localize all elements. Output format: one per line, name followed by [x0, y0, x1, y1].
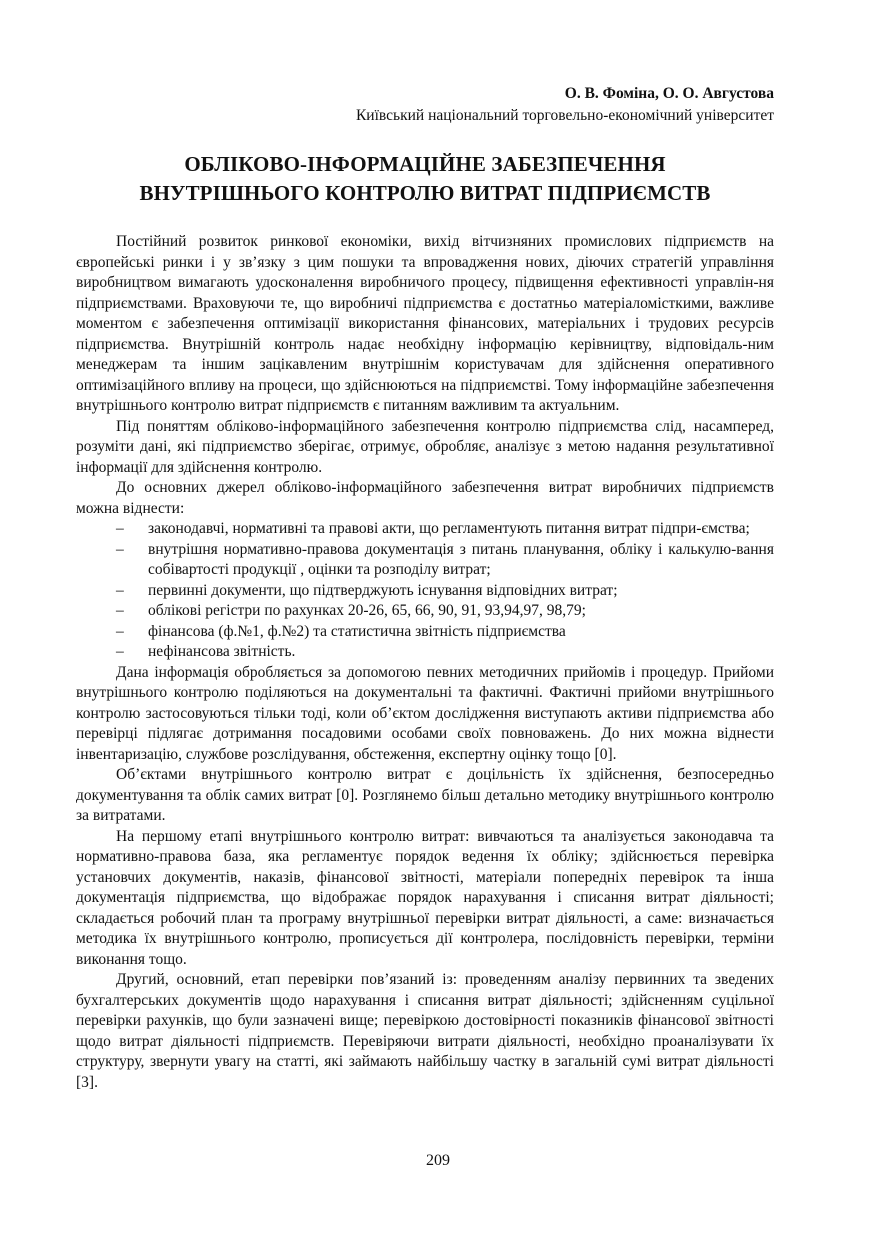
list-item	[76, 601, 774, 622]
list-item-text: облікові регістри по рахунках 20-26, 65, 66, 90, 91, 93,94,97, 98,79;	[148, 602, 586, 619]
list-dash: –	[116, 520, 124, 537]
list-dash: –	[116, 540, 124, 558]
paragraph-methods: Дана інформація обробляється за допомогою певних методичних прийомів і процедур. Прийоми внутрішнього контролю поділяються на документальні та фактичні. Фактичні прийоми внутрішнього контролю застосовуються тільки тоді, коли об’єктом дослідження виступають активи підприємства або перевірці підлягає дотримання посадовими особами своїх повноважень. До них можна віднести інвентаризацію, службове розслідування, обстеження, експертну оцінку тощо [0].	[76, 663, 774, 763]
page-number: 209	[426, 1152, 450, 1169]
paper-page	[76, 84, 774, 1093]
list-dash: –	[116, 622, 124, 640]
paper-title	[76, 150, 774, 208]
paragraph-definition: Під поняттям обліково-інформаційного забезпечення контролю підприємства слід, насамперед, розуміти дані, які підприємство зберігає, отримує, обробляє, аналізує з метою надання результативної інформації для здійснення контролю.	[76, 417, 774, 476]
paragraph-stage-two: Другий, основний, етап перевірки пов’язаний із: проведенням аналізу первинних та зведених бухгалтерських документів щодо нарахування і списання витрат діяльності; здійсненням суцільної перевірки рахунків, що були зазначені вище; перевіркою достовірності показників фінансової звітності щодо витрат діяльності підприємств. Перевіряючи витрати діяльності, необхідно проаналізувати їх структуру, звернути увагу на статті, які займають найбільшу частку в загальній сумі витрат діяльності [3].	[76, 971, 774, 1091]
sources-list	[76, 519, 774, 663]
list-item	[76, 519, 774, 540]
authors: О. В. Фоміна, О. О. Августова	[564, 85, 774, 102]
title-line-2: ВНУТРІШНЬОГО КОНТРОЛЮ ВИТРАТ ПІДПРИЄМСТВ	[139, 181, 711, 205]
paragraph-sources-intro: До основних джерел обліково-інформаційного забезпечення витрат виробничих підприємств можна віднести:	[76, 479, 774, 517]
list-item	[76, 581, 774, 602]
list-dash: –	[116, 581, 124, 599]
title-line-1: ОБЛІКОВО-ІНФОРМАЦІЙНЕ ЗАБЕЗПЕЧЕННЯ	[184, 152, 666, 176]
list-item	[76, 642, 774, 663]
list-item	[76, 622, 774, 643]
list-dash: –	[116, 643, 124, 660]
list-item-text: фінансова (ф.№1, ф.№2) та статистична звітність підприємства	[148, 622, 566, 640]
affiliation: Київський національний торговельно-економічний університет	[355, 107, 774, 124]
paragraph-intro: Постійний розвиток ринкової економіки, вихід вітчизняних промислових підприємств на європейські ринки і у зв’язку з цим пошуки та впровадження нових, діючих стратегій управління виробництвом вимагають удосконалення виробничого процесу, підвищення ефективності управлін-ня підприємствами. Враховуючи те, що виробничі підприємства є достатньо матеріаломісткими, важливе моментом є забезпечення оптимізації використання фінансових, матеріальних і трудових ресурсів підприємства. Внутрішній контроль надає необхідну інформацію керівництву, відповідаль-ним менеджерам та іншим зацікавленим внутрішнім користувачам для здійснення оперативного оптимізаційного впливу на процеси, що здійснюються на підприємстві. Тому інформаційне забезпечення внутрішнього контролю витрат підприємств є питанням важливим та актуальним.	[76, 233, 774, 414]
paper-body	[76, 232, 774, 1093]
list-item-text: нефінансова звітність.	[148, 643, 296, 660]
list-item-text: первинні документи, що підтверджують існування відповідних витрат;	[148, 581, 618, 599]
list-item-text: законодавчі, нормативні та правові акти, що регламентують питання витрат підпри-ємства;	[148, 520, 750, 537]
list-item-text: внутрішня нормативно-правова документація з питань планування, обліку і калькулю-вання собівартості продукції , оцінки та розподілу витрат;	[148, 540, 774, 578]
list-item	[76, 540, 774, 581]
paragraph-stage-one: На першому етапі внутрішнього контролю витрат: вивчаються та аналізується законодавча та нормативно-правова база, яка регламентує порядок ведення їх обліку; здійснюється перевірка установчих документів, наказів, фінансової звітності, матеріали попередніх перевірок та інша документація підприємства, що відображає порядок нарахування і списання витрат діяльності; складається робочий план та програму внутрішньої перевірки витрат діяльності, а саме: визначається методика їх внутрішнього контролю, прописується дії контролера, послідовність перевірки, терміни виконання тощо.	[76, 827, 774, 968]
paragraph-objects: Об’єктами внутрішнього контролю витрат є доцільність їх здійснення, безпосередньо документування та облік самих витрат [0]. Розглянемо більш детально методику внутрішнього контролю за витратами.	[76, 766, 774, 824]
list-dash: –	[116, 602, 124, 619]
